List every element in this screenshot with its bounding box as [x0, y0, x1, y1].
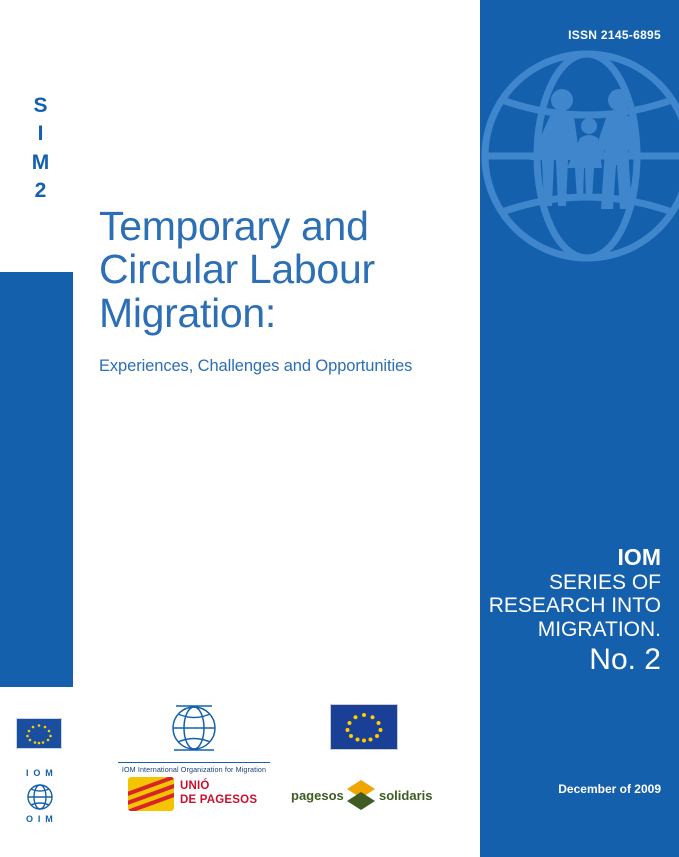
european-union-flag-icon-small — [16, 718, 62, 749]
iom-globe-icon-small — [25, 782, 55, 812]
title-line-3: Migration: — [99, 289, 277, 336]
oim-label: O I M — [26, 813, 54, 824]
subtitle: Experiences, Challenges and Opportunities — [99, 357, 413, 376]
logo-strip — [0, 694, 480, 857]
unio-line-1: UNIÓ — [180, 780, 210, 792]
iom-caption: IOM International Organization for Migration — [121, 765, 267, 774]
iom-label: I O M — [26, 768, 54, 778]
series-code-number: 2 — [34, 179, 48, 203]
series-line-4: MIGRATION. — [537, 617, 661, 641]
solidaris-word: solidaris — [379, 788, 433, 803]
unio-line-2: DE PAGESOS — [180, 793, 258, 806]
title-block — [99, 205, 459, 376]
iom-oim-left-logo — [18, 768, 62, 825]
globe-family-icon — [480, 38, 679, 278]
unio-de-pagesos-logo — [128, 777, 268, 813]
unio-de-pagesos-text — [180, 780, 257, 808]
unio-de-pagesos-icon — [128, 777, 174, 811]
series-code-letter-i: I — [37, 122, 45, 146]
publication-date: December of 2009 — [558, 782, 661, 796]
pagesos-solidaris-logo — [291, 780, 446, 810]
title-line-2: Circular Labour — [99, 246, 375, 293]
pagesos-word: pagesos — [291, 788, 344, 803]
series-code-letter-m: M — [31, 150, 51, 174]
series-line-1: IOM — [617, 544, 661, 570]
left-blue-bar — [0, 272, 73, 687]
iom-logo-rule — [118, 762, 270, 763]
issn-text: ISSN 2145-6895 — [568, 28, 661, 42]
iom-logo — [118, 702, 270, 774]
iom-globe-icon — [166, 702, 222, 754]
series-line-3: RESEARCH INTO — [488, 594, 661, 618]
pagesos-solidaris-icon — [347, 780, 375, 810]
european-union-flag-icon-large — [330, 704, 398, 750]
series-code-vertical — [26, 92, 56, 205]
series-code-letter-s: S — [33, 94, 49, 117]
series-line-5: No. 2 — [589, 643, 661, 677]
right-blue-panel — [480, 0, 679, 857]
series-title-block — [489, 545, 661, 677]
series-line-2: SERIES OF — [548, 570, 661, 594]
title-line-1: Temporary and — [99, 203, 369, 249]
